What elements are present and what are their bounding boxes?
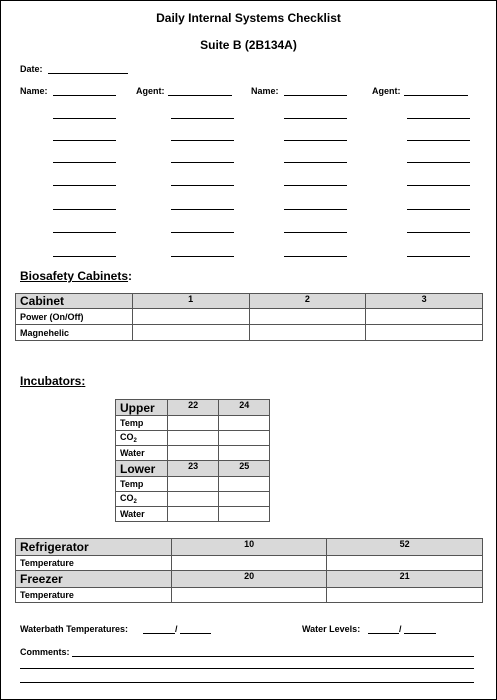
name-agent-line[interactable] <box>171 118 234 119</box>
freezer-col-21: 21 <box>327 571 483 588</box>
table-row <box>116 416 270 431</box>
input-cell[interactable] <box>132 309 249 325</box>
biosafety-table <box>15 293 483 341</box>
input-cell[interactable] <box>249 325 366 341</box>
name-agent-line[interactable] <box>407 118 470 119</box>
incubator-col-23: 23 <box>167 461 219 477</box>
name-agent-line[interactable] <box>53 140 116 141</box>
name-agent-line[interactable] <box>407 185 470 186</box>
table-row <box>116 507 270 522</box>
input-cell[interactable] <box>366 325 483 341</box>
table-row <box>116 431 270 446</box>
input-cell[interactable] <box>327 588 483 603</box>
refrigerator-header-row <box>16 539 483 556</box>
comments-label: Comments: <box>20 647 70 657</box>
input-cell[interactable] <box>171 556 327 571</box>
row-label-water: Water <box>116 446 168 461</box>
name-agent-line[interactable] <box>284 185 347 186</box>
lower-header-row <box>116 461 270 477</box>
name-agent-line[interactable] <box>407 162 470 163</box>
row-label-temperature: Temperature <box>16 556 172 571</box>
waterbath-field-1[interactable] <box>143 633 175 634</box>
input-cell[interactable] <box>167 477 219 492</box>
incubator-col-25: 25 <box>219 461 270 477</box>
row-label-temp: Temp <box>116 416 168 431</box>
waterbath-slash: / <box>175 624 178 634</box>
name-agent-line[interactable] <box>53 185 116 186</box>
name-agent-line[interactable] <box>171 232 234 233</box>
input-cell[interactable] <box>132 325 249 341</box>
name-agent-line[interactable] <box>171 140 234 141</box>
name-agent-line[interactable] <box>284 118 347 119</box>
incubator-table <box>115 399 270 522</box>
name-agent-line[interactable] <box>407 140 470 141</box>
row-label-temp: Temp <box>116 477 168 492</box>
comments-line-2[interactable] <box>20 668 474 669</box>
refrigerator-label: Refrigerator <box>16 539 172 556</box>
input-cell[interactable] <box>219 431 270 446</box>
incubator-col-22: 22 <box>167 400 219 416</box>
freezer-col-20: 20 <box>171 571 327 588</box>
comments-line-1[interactable] <box>72 656 474 657</box>
table-row <box>116 492 270 507</box>
name-label-1: Name: <box>20 86 48 96</box>
name-agent-line[interactable] <box>53 118 116 119</box>
incubators-heading: Incubators: <box>20 374 86 388</box>
input-cell[interactable] <box>171 588 327 603</box>
input-cell[interactable] <box>219 492 270 507</box>
name-agent-line[interactable] <box>171 185 234 186</box>
water-levels-slash: / <box>399 624 402 634</box>
input-cell[interactable] <box>219 416 270 431</box>
input-cell[interactable] <box>167 492 219 507</box>
water-levels-field-1[interactable] <box>368 633 399 634</box>
table-row <box>16 309 483 325</box>
biosafety-header-row <box>16 294 483 309</box>
input-cell[interactable] <box>366 309 483 325</box>
input-cell[interactable] <box>167 446 219 461</box>
name-agent-line[interactable] <box>284 232 347 233</box>
date-label: Date: <box>20 64 43 74</box>
cabinet-col-2: 2 <box>249 294 366 309</box>
refrigerator-freezer-table <box>15 538 483 603</box>
name-agent-line[interactable] <box>53 256 116 257</box>
name-label-2: Name: <box>251 86 279 96</box>
table-row <box>116 477 270 492</box>
input-cell[interactable] <box>327 556 483 571</box>
row-label-water: Water <box>116 507 168 522</box>
water-levels-label: Water Levels: <box>302 624 361 634</box>
name-agent-line[interactable] <box>171 256 234 257</box>
name-agent-line[interactable] <box>53 209 116 210</box>
name-agent-line[interactable] <box>284 209 347 210</box>
table-row <box>116 446 270 461</box>
row-label-co2: $CO_2$ <box>116 431 168 446</box>
freezer-header-row <box>16 571 483 588</box>
input-cell[interactable] <box>219 477 270 492</box>
row-label-power: Power (On/Off) <box>16 309 133 325</box>
name-agent-line[interactable] <box>284 140 347 141</box>
waterbath-field-2[interactable] <box>180 633 211 634</box>
water-levels-field-2[interactable] <box>404 633 436 634</box>
page-title: Daily Internal Systems Checklist <box>156 11 341 25</box>
agent-field-2[interactable] <box>404 95 468 96</box>
input-cell[interactable] <box>167 416 219 431</box>
input-cell[interactable] <box>219 507 270 522</box>
name-agent-line[interactable] <box>284 256 347 257</box>
upper-header-row <box>116 400 270 416</box>
freezer-label: Freezer <box>16 571 172 588</box>
page-subtitle: Suite B (2B134A) <box>200 38 297 52</box>
input-cell[interactable] <box>167 431 219 446</box>
cabinet-col-1: 1 <box>132 294 249 309</box>
date-field[interactable] <box>48 73 128 74</box>
lower-label: Lower <box>116 461 168 477</box>
name-agent-line[interactable] <box>407 209 470 210</box>
name-agent-line[interactable] <box>53 162 116 163</box>
name-field-1[interactable] <box>53 95 116 96</box>
name-agent-line[interactable] <box>407 232 470 233</box>
table-row <box>16 325 483 341</box>
upper-label: Upper <box>116 400 168 416</box>
agent-label-2: Agent: <box>372 86 401 96</box>
waterbath-label: Waterbath Temperatures: <box>20 624 129 634</box>
table-row <box>16 556 483 571</box>
name-agent-line[interactable] <box>53 232 116 233</box>
table-row <box>16 588 483 603</box>
input-cell[interactable] <box>249 309 366 325</box>
name-field-2[interactable] <box>284 95 347 96</box>
row-label-co2: $CO_2$ <box>116 492 168 507</box>
row-label-magnehelic: Magnehelic <box>16 325 133 341</box>
name-agent-line[interactable] <box>407 256 470 257</box>
cabinet-col-3: 3 <box>366 294 483 309</box>
agent-label-1: Agent: <box>136 86 165 96</box>
refrigerator-col-52: 52 <box>327 539 483 556</box>
agent-field-1[interactable] <box>168 95 232 96</box>
incubator-col-24: 24 <box>219 400 270 416</box>
input-cell[interactable] <box>219 446 270 461</box>
comments-line-3[interactable] <box>20 682 474 683</box>
name-agent-line[interactable] <box>171 162 234 163</box>
refrigerator-col-10: 10 <box>171 539 327 556</box>
name-agent-line[interactable] <box>171 209 234 210</box>
cabinet-header: Cabinet <box>16 294 133 309</box>
row-label-temperature: Temperature <box>16 588 172 603</box>
name-agent-line[interactable] <box>284 162 347 163</box>
biosafety-heading: Biosafety Cabinets: <box>20 269 133 283</box>
input-cell[interactable] <box>167 507 219 522</box>
